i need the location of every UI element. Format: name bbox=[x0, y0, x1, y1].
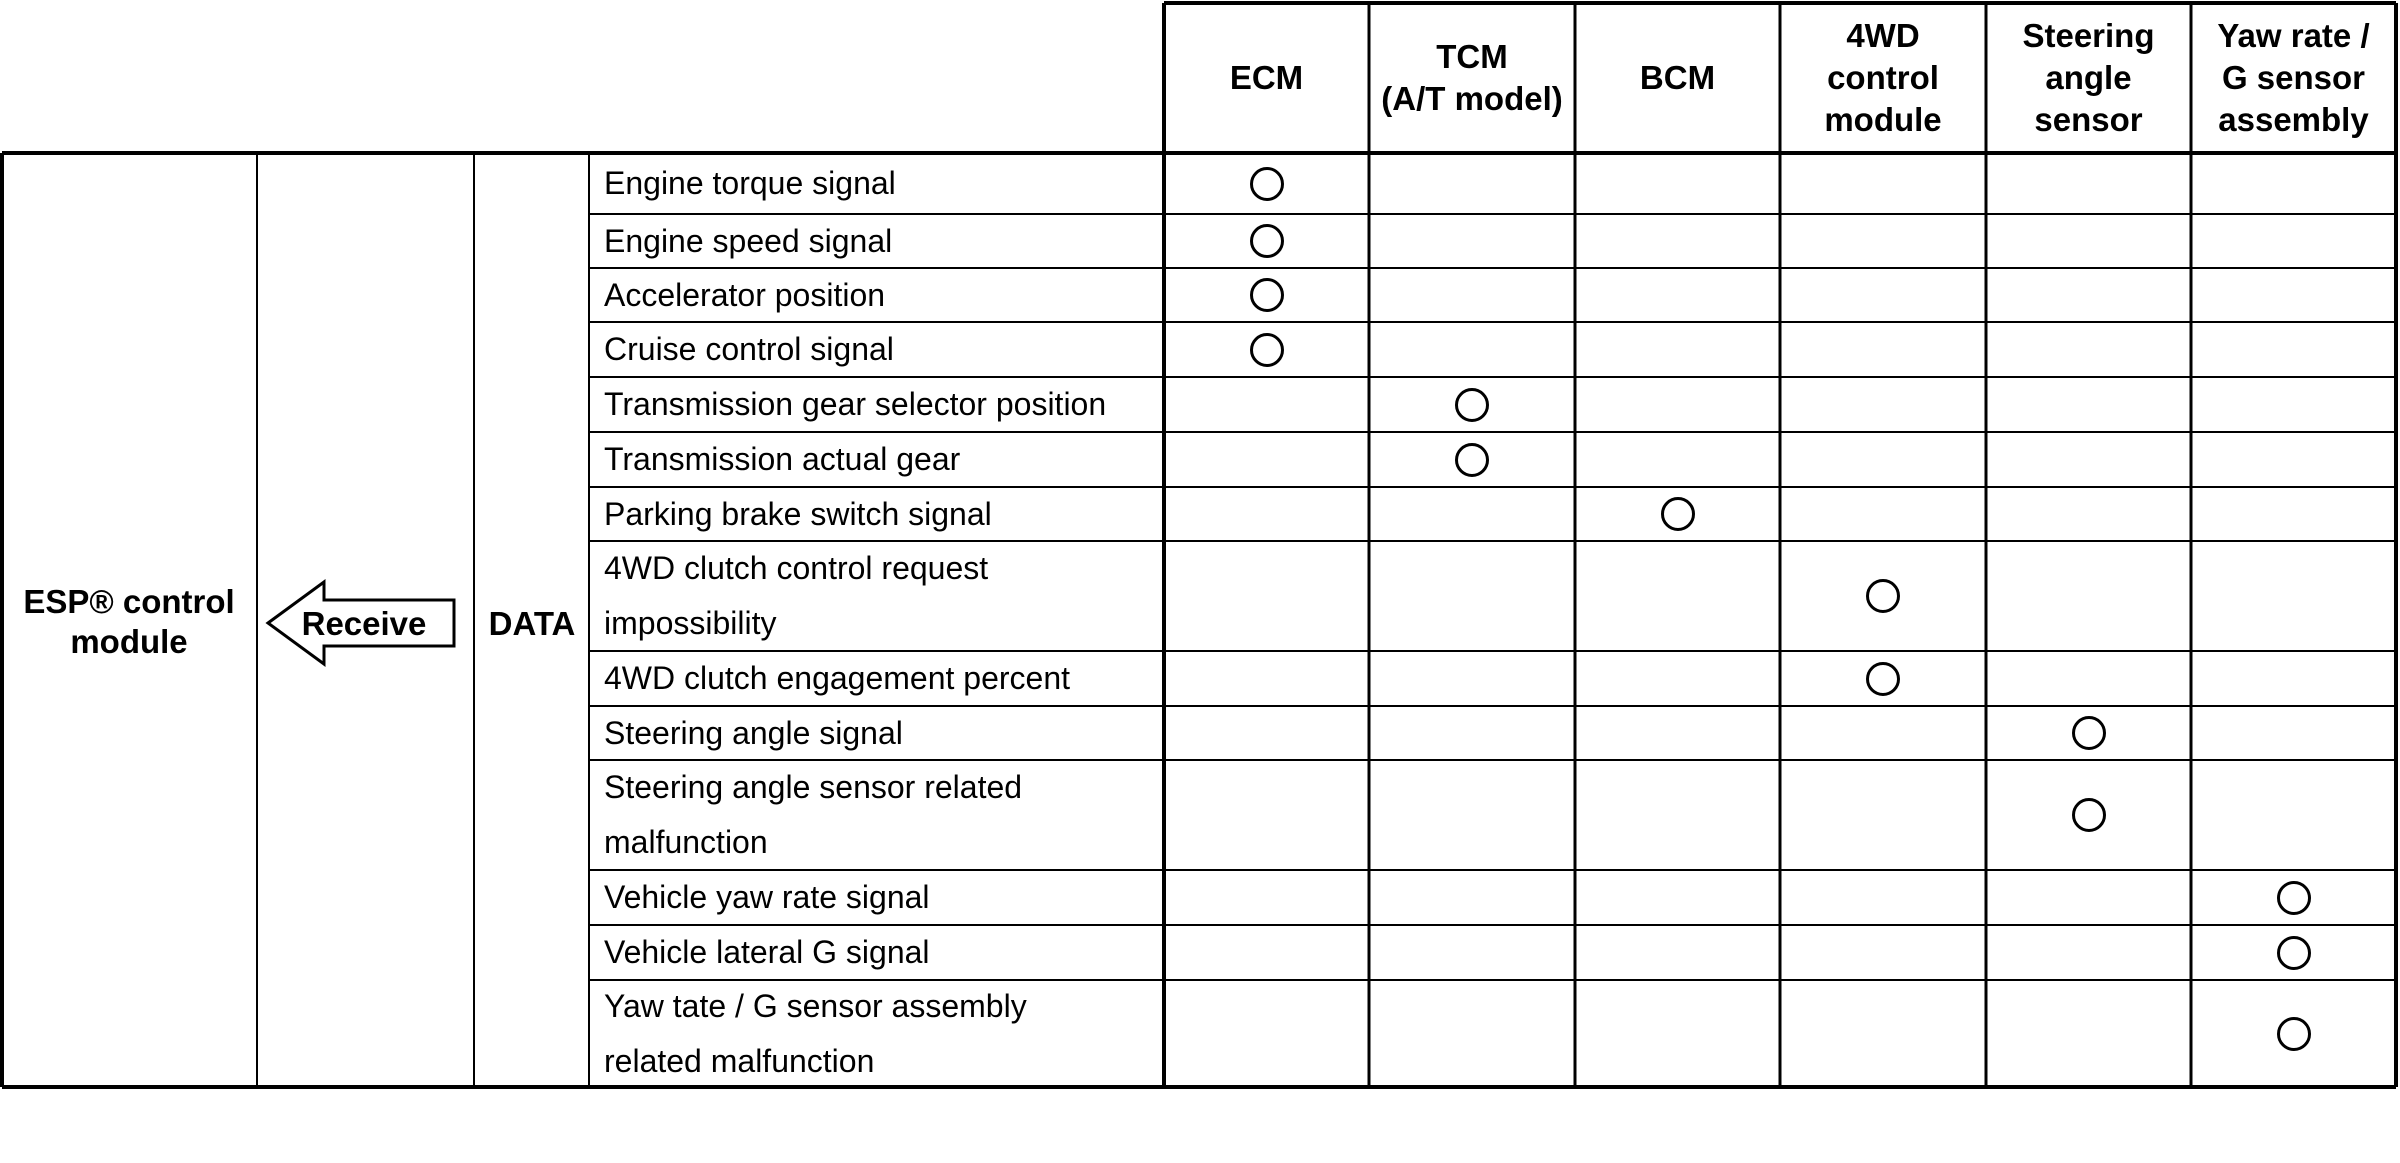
signal-label: Engine torque signal bbox=[604, 165, 896, 201]
source-marker-icon bbox=[2072, 716, 2106, 750]
signal-label: Vehicle yaw rate signal bbox=[604, 879, 930, 915]
signal-label: Transmission gear selector position bbox=[604, 386, 1107, 422]
source-marker-icon bbox=[2277, 881, 2311, 915]
source-marker-icon bbox=[1250, 278, 1284, 312]
signal-label: Vehicle lateral G signal bbox=[604, 934, 930, 970]
column-header-bcm: BCM bbox=[1639, 59, 1716, 96]
column-header-steer: Steering angle sensor bbox=[2022, 17, 2155, 138]
signal-label: Steering angle signal bbox=[604, 714, 903, 751]
source-marker-icon bbox=[1250, 224, 1284, 258]
source-marker-icon bbox=[1661, 497, 1695, 531]
source-marker-icon bbox=[2072, 798, 2106, 832]
signal-label: malfunction bbox=[604, 824, 768, 860]
signal-label: 4WD clutch engagement percent bbox=[604, 660, 1071, 696]
column-header-ecm: ECM bbox=[1229, 59, 1304, 96]
signal-label: impossibility bbox=[604, 605, 777, 641]
source-marker-icon bbox=[1455, 443, 1489, 477]
signal-label: 4WD clutch control request bbox=[604, 550, 989, 586]
signal-label: Parking brake switch signal bbox=[604, 495, 992, 532]
column-header-yaw: Yaw rate / G sensor assembly bbox=[2217, 17, 2370, 138]
signal-label: Engine speed signal bbox=[604, 222, 893, 259]
source-marker-icon bbox=[1455, 388, 1489, 422]
signal-label: Transmission actual gear bbox=[604, 441, 961, 477]
column-header-tcm: TCM (A/T model) bbox=[1381, 38, 1563, 117]
signal-label: Accelerator position bbox=[604, 276, 886, 313]
column-header-4wd: 4WD control module bbox=[1824, 17, 1942, 138]
direction-label: Receive bbox=[301, 605, 427, 642]
source-marker-icon bbox=[1250, 333, 1284, 367]
source-marker-icon bbox=[2277, 936, 2311, 970]
data-type-label: DATA bbox=[488, 605, 576, 642]
signal-label: Yaw tate / G sensor assembly bbox=[604, 987, 1027, 1024]
signal-label: related malfunction bbox=[604, 1042, 875, 1079]
signal-label: Steering angle sensor related bbox=[604, 769, 1023, 805]
source-marker-icon bbox=[2277, 1017, 2311, 1051]
signal-label: Cruise control signal bbox=[604, 331, 894, 367]
source-marker-icon bbox=[1866, 662, 1900, 696]
source-marker-icon bbox=[1866, 579, 1900, 613]
module-label: ESP® control module bbox=[23, 583, 235, 660]
source-marker-icon bbox=[1250, 167, 1284, 201]
